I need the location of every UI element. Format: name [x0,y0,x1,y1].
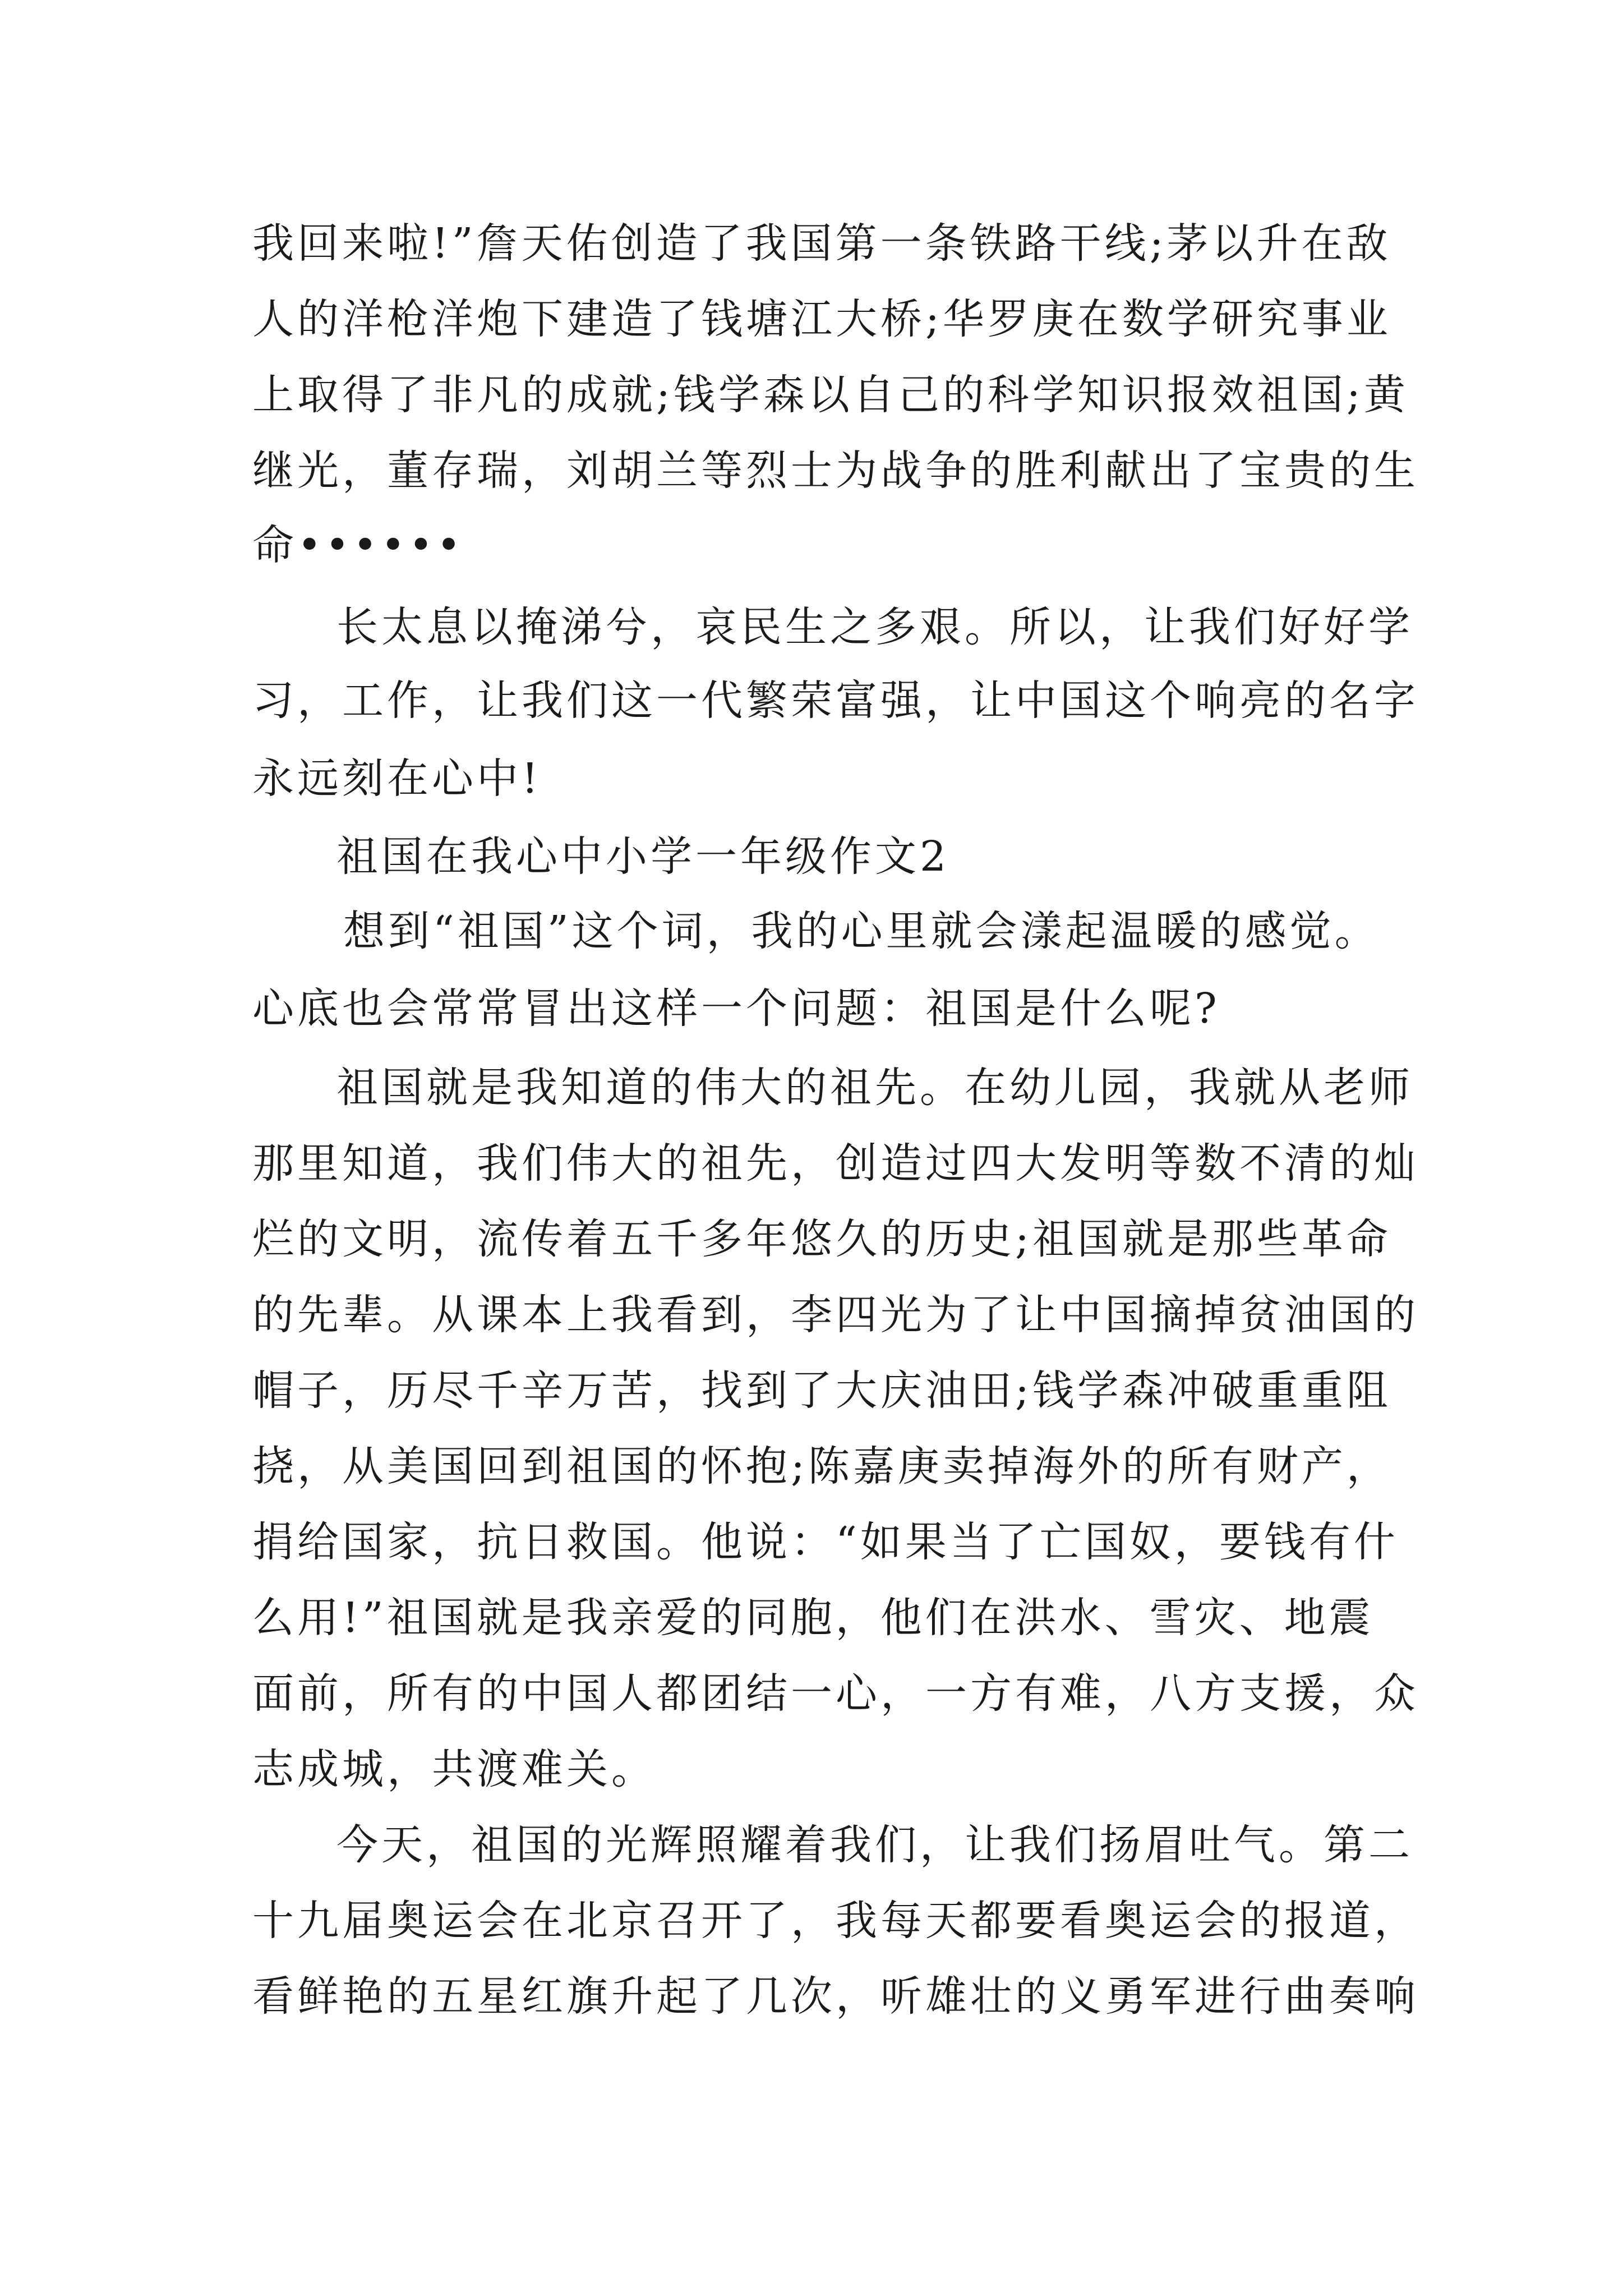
text-line: 祖国就是我知道的伟大的祖先。在幼儿园，我就从老师 [336,1064,1413,1112]
text-line: 想到“祖国”这个词，我的心里就会漾起温暖的感觉。 [343,907,1380,955]
text-line: 习，工作，让我们这一代繁荣富强，让中国这个响亮的名字 [252,677,1419,725]
text-line: 么用!”祖国就是我亲爱的同胞，他们在洪水、雪灾、地震 [252,1594,1374,1642]
text-line: 长太息以掩涕兮，哀民生之多艰。所以，让我们好好学 [336,603,1413,651]
text-line: 看鲜艳的五星红旗升起了几次，听雄壮的义勇军进行曲奏响 [252,1972,1419,2021]
text-line: 今天，祖国的光辉照耀着我们，让我们扬眉吐气。第二 [336,1821,1413,1869]
text-line: 帽子，历尽千辛万苦，找到了大庆油田;钱学森冲破重重阻 [252,1366,1391,1415]
text-line: 的先辈。从课本上我看到，李四光为了让中国摘掉贫油国的 [252,1291,1419,1339]
text-line: 捐给国家，抗日救国。他说：“如果当了亡国奴，要钱有什 [252,1518,1399,1566]
text-line: 我回来啦!”詹天佑创造了我国第一条铁路干线;茅以升在敌 [252,219,1391,268]
text-line: 上取得了非凡的成就;钱学森以自己的科学知识报效祖国;黄 [252,371,1409,419]
text-line: 命•••••• [252,521,464,569]
text-line: 永远刻在心中! [252,754,542,803]
text-line: 心底也会常常冒出这样一个问题：祖国是什么呢? [252,984,1220,1033]
text-line: 烂的文明，流传着五千多年悠久的历史;祖国就是那些革命 [252,1215,1391,1263]
text-line: 挠，从美国回到祖国的怀抱;陈嘉庚卖掉海外的所有财产， [252,1442,1391,1490]
section-heading: 祖国在我心中小学一年级作文2 [336,832,950,881]
text-line: 志成城，共渡难关。 [252,1745,656,1793]
text-line: 那里知道，我们伟大的祖先，创造过四大发明等数不清的灿 [252,1139,1419,1188]
text-line: 十九届奥运会在北京召开了，我每天都要看奥运会的报道， [252,1897,1419,1945]
text-line: 人的洋枪洋炮下建造了钱塘江大桥;华罗庚在数学研究事业 [252,295,1391,343]
text-line: 面前，所有的中国人都团结一心，一方有难，八方支援，众 [252,1669,1419,1718]
text-line: 继光，董存瑞，刘胡兰等烈士为战争的胜利献出了宝贵的生 [252,447,1419,495]
